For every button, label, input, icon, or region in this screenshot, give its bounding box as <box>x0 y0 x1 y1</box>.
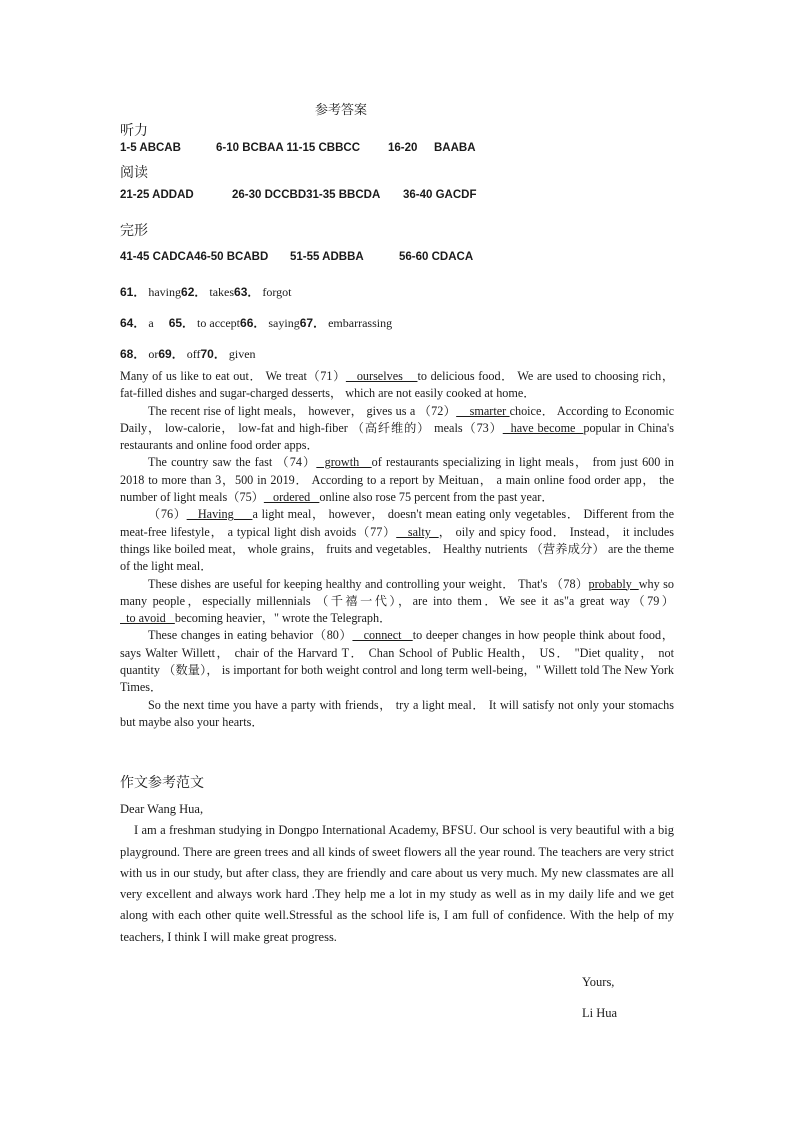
question-number: 66． <box>240 316 266 330</box>
question-number: 65． <box>168 316 195 330</box>
answer-group: 51-55 ADBBA <box>290 251 364 263</box>
text: ， oily and spicy food． Instead， it includes things like boiled meat， whole grains， fruits and vegetables． Healthy nutrients （营养成分） are the theme of the light meal． <box>120 524 674 574</box>
text: becoming heavier，" wrote the Telegraph． <box>174 611 392 626</box>
letter-signature: Li Hua <box>582 1006 618 1020</box>
answer-blank: probably <box>588 576 639 591</box>
reading-passage <box>120 368 674 731</box>
passage-paragraph <box>120 403 674 455</box>
answer: takes <box>209 285 235 299</box>
text: why so many people，especially millennials （千禧一代），are into them．We see it as"a great way（79） <box>120 576 674 608</box>
answer: having <box>148 285 182 299</box>
text: to delicious food． We are used to choosing rich， fat-filled dishes and sugar-charged desserts， which are not easily cooked at home． <box>120 369 675 401</box>
question-number: 67． <box>299 316 326 330</box>
answer: to accept <box>197 316 241 330</box>
letter-closing: Yours, <box>582 975 615 989</box>
answer-group: 21-25 ADDAD <box>120 189 194 201</box>
answer-blank: Having <box>186 507 253 522</box>
answer-group: 1-5 ABCAB <box>120 142 181 154</box>
text: to deeper changes in how people think about food， says Walter Willett， chair of the Harvard T． Chan School of Public Health， US． "Diet quality， not quantity （数量）， is important for both weight control and long term well-being，" Willett told The New York Times． <box>120 628 674 695</box>
listening-heading: 听力 <box>120 123 148 139</box>
answer-blank: to avoid <box>120 611 175 626</box>
answer-group: 16-20 <box>388 142 418 154</box>
question-number: 61． <box>120 285 146 299</box>
passage-paragraph <box>120 627 674 696</box>
answer: or <box>148 347 159 361</box>
passage-paragraph <box>120 454 674 506</box>
answer-blank: ordered <box>263 490 320 505</box>
question-number: 70． <box>200 347 226 361</box>
text: Many of us like to eat out． We treat（71） <box>120 369 346 383</box>
question-number: 69． <box>158 347 184 361</box>
answer-blank: ourselves <box>345 369 418 383</box>
answer-group: 41-45 CADCA46-50 BCABD <box>120 251 269 263</box>
answer-group: 36-40 GACDF <box>403 189 477 201</box>
text: The country saw the fast （74） <box>148 455 317 470</box>
answer: a <box>148 316 154 330</box>
text: a light meal， however， doesn't mean eating only vegetables． Different from the meat-free lifestyle， a typical light dish avoids（77） <box>120 507 674 539</box>
sample-letter <box>120 799 674 948</box>
passage-paragraph <box>120 506 674 575</box>
passage-paragraph <box>120 697 674 732</box>
answer-group: 6-10 BCBAA 11-15 CBBCC <box>216 142 361 154</box>
answer: forgot <box>262 285 292 299</box>
reading-heading: 阅读 <box>120 165 148 181</box>
answer: given <box>228 347 256 361</box>
essay-heading: 作文参考范文 <box>120 775 204 791</box>
listening-answers <box>120 142 476 154</box>
question-number: 62． <box>181 285 207 299</box>
question-number: 68． <box>120 347 146 361</box>
answer-blank: have become <box>502 420 584 435</box>
text: online also rose 75 percent from the past year． <box>319 490 554 505</box>
question-number: 64． <box>120 316 146 330</box>
passage-paragraph <box>120 576 674 628</box>
text: These changes in eating behavior（80） <box>148 628 353 643</box>
letter-body: I am a freshman studying in Dongpo International Academy, BFSU. Our school is very beautiful with a big playground. There are green trees and all kinds of sweet flowers all the year round. The teachers are very strict with us in our study, but after class, they are friendly and care about us very much. My new classmates are all very excellent and always work hard .They help me a lot in my study as well as in my daily life and we get along with each other quite well.Stressful as the school life is, I am full of confidence. With the help of my teachers, I think I will make great progress. <box>120 823 674 944</box>
question-number: 63． <box>234 285 260 299</box>
answer-blank: connect <box>352 628 413 643</box>
text: of restaurants specializing in light meals， from just 600 in 2018 to more than 3，500 in 2019． According to a report by Meituan， a main online food order app， the number of light meals（75） <box>120 455 674 505</box>
answer: saying <box>268 316 300 330</box>
answer: embarrassing <box>328 316 393 330</box>
answer-group: BAABA <box>434 142 476 154</box>
cloze-answers <box>120 251 473 263</box>
answer-group: 26-30 DCCBD31-35 BBCDA <box>232 189 381 201</box>
text: The recent rise of light meals， however， gives us a （72） <box>148 403 457 418</box>
letter-salutation: Dear Wang Hua, <box>120 802 204 816</box>
cloze-heading: 完形 <box>120 223 148 239</box>
answer-blank: growth <box>316 455 372 470</box>
text: （76） <box>148 507 187 522</box>
answer-group: 56-60 CDACA <box>399 251 474 263</box>
text: popular in China's restaurants and online food order apps． <box>120 420 674 453</box>
grammar-line-2 <box>120 314 392 331</box>
text: So the next time you have a party with friends， try a light meal． It will satisfy not only your stomachs but maybe also your hearts． <box>120 697 674 729</box>
grammar-line-1 <box>120 283 292 300</box>
passage-paragraph <box>120 368 674 403</box>
answer-blank: smarter <box>456 403 510 418</box>
page-title: 参考答案 <box>315 102 368 117</box>
text: choice． According to Economic Daily， low-calorie， low-fat and high-fiber （高纤维的） meals（73） <box>120 403 675 435</box>
grammar-line-3 <box>120 345 256 362</box>
text: These dishes are useful for keeping healthy and controlling your weight． That's （78） <box>148 576 589 591</box>
reading-answers <box>120 189 477 201</box>
answer: off <box>186 347 201 361</box>
answer-blank: salty <box>396 524 439 539</box>
